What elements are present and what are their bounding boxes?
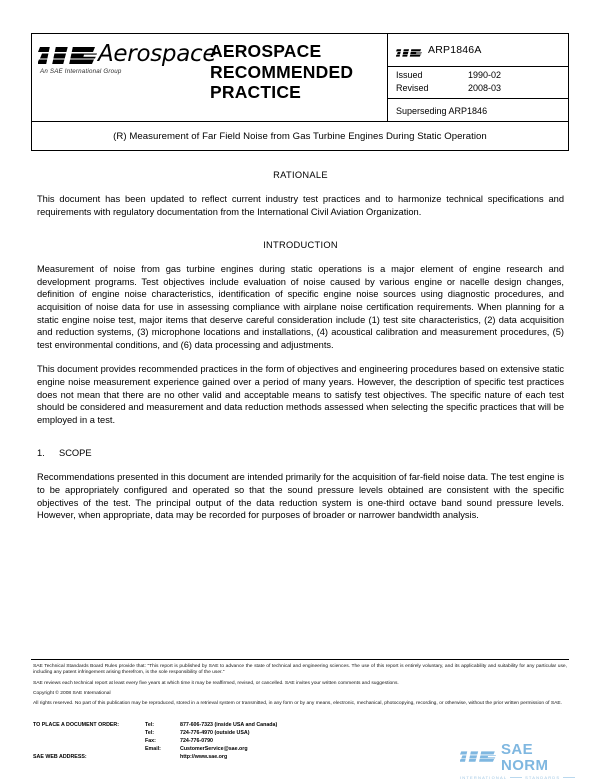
scope-heading	[37, 448, 564, 458]
document-subject-title: (R) Measurement of Far Field Noise from Gas Turbine Engines During Static Operation	[32, 121, 568, 150]
sae-logo-icon	[38, 44, 97, 65]
order-value-fax: 724-776-0790	[180, 738, 213, 744]
order-key-tel-2: Tel:	[145, 730, 155, 736]
order-row-3	[33, 737, 453, 745]
sae-norm-logo	[460, 741, 578, 780]
order-label-spacer-2	[33, 729, 145, 737]
order-value-tel-1: 877-606-7323 (inside USA and Canada)	[180, 722, 278, 728]
document-number: ARP1846A	[428, 44, 482, 56]
footer-legal-2: SAE reviews each technical report at least every five years at which time it may be reaffirmed, revised, or cancelled. SAE invites your written comments and suggestions.	[33, 680, 399, 686]
superseding-note: Superseding ARP1846	[396, 106, 488, 116]
publisher-logo-cell	[32, 34, 217, 121]
order-information	[33, 721, 453, 761]
introduction-paragraph-1: Measurement of noise from gas turbine engines during static operations is a major element of engine research and development programs. Test objectives include evaluation of noise caused by various engine or nacelle design changes, definition of engine noise characteristics, identification of specific engine noise sources using diagnostic procedures, and acquisition of noise data for use in assessing compliance with airplane noise certification requirements. When planning for a static engine noise test, major items that deserve careful consideration include (1) test site characteristics, (2) data acquisition and reduction systems, (3) microphone locations and installations, (4) acoustical calibration and measurement procedures, (5) test environmental conditions, and (6) data processing and adjustments.	[37, 264, 564, 350]
document-type-line-1: AEROSPACE	[210, 41, 322, 61]
document-identifier-cell	[387, 34, 568, 121]
spacer-2	[37, 438, 564, 448]
document-dates	[388, 67, 568, 99]
document-body	[37, 170, 564, 534]
order-row-5	[33, 753, 453, 761]
rationale-paragraph-1: This document has been updated to reflect current industry test practices and to harmonize technical specifications and requirements with regulatory documentation from the International Civil Aviation Organization.	[37, 194, 564, 217]
web-key-spacer	[145, 753, 180, 761]
order-row-4	[33, 745, 453, 753]
issued-row	[396, 69, 568, 82]
document-header-box	[31, 33, 569, 151]
order-label-spacer-4	[33, 745, 145, 753]
scope-number: 1.	[37, 448, 45, 459]
sae-logo-blue-icon	[460, 748, 496, 769]
footer-copyright: Copyright © 2008 SAE International	[33, 690, 111, 696]
web-address-label: SAE WEB ADDRESS:	[33, 754, 87, 760]
footer-divider	[31, 659, 569, 660]
order-key-tel-1: Tel:	[145, 722, 155, 728]
sae-norm-logo-row	[460, 742, 578, 774]
spacer-1	[37, 230, 564, 240]
order-value-email[interactable]: CustomerService@sae.org	[180, 746, 248, 752]
order-label: TO PLACE A DOCUMENT ORDER:	[33, 722, 120, 728]
revised-value: 2008-03	[468, 82, 502, 93]
footer-rights: All rights reserved. No part of this publication may be reproduced, stored in a retrieval system or transmitted, in any form or by any means, electronic, mechanical, photocopying, recording, or otherwise, without the prior written permission of SAE.	[33, 701, 562, 707]
sae-international-label: INTERNATIONAL	[460, 775, 508, 780]
issued-label: Issued	[396, 70, 423, 80]
issued-value: 1990-02	[468, 70, 502, 80]
introduction-heading: INTRODUCTION	[263, 240, 338, 251]
scope-title: SCOPE	[59, 448, 92, 459]
norm-rule-right	[563, 777, 575, 778]
aerospace-wordmark: Aerospace	[98, 40, 217, 67]
footer-legal-1: SAE Technical Standards Board Rules provide that: "This report is published by SAE to advance the state of technical and engineering sciences. The use of this report is entirely voluntary, and its applicability and suitability for any particular use, including any patent infringement arising therefrom, is the sole responsibility of the user."	[33, 664, 567, 676]
order-row-1	[33, 721, 453, 729]
norm-rule-left	[510, 777, 522, 778]
publisher-tagline: An SAE International Group	[40, 68, 122, 75]
footer-legal	[33, 664, 567, 711]
document-type-line-2: RECOMMENDED	[210, 61, 354, 82]
document-number-row	[388, 34, 568, 67]
document-type-cell	[210, 34, 387, 121]
order-row-2	[33, 729, 453, 737]
sae-norm-standards-label: STANDARDS	[525, 775, 561, 780]
introduction-paragraph-2: This document provides recommended practices in the form of objectives and engineering procedures based on extensive static engine noise measurement experience gained over a period of many years. However, the description of specific test practices does not mean that there are no other valid and acceptable means to satisfy test objectives. The specific nature of each test should be considered and measurement and data reduction methods assessed when selecting the specific practices that will be employed in a test.	[37, 364, 564, 425]
order-key-fax: Fax:	[145, 738, 156, 744]
order-key-email: Email:	[145, 746, 161, 752]
revised-row	[396, 82, 568, 95]
document-type-line-3: PRACTICE	[210, 82, 302, 102]
order-label-spacer-3	[33, 737, 145, 745]
web-address-value[interactable]: http://www.sae.org	[180, 754, 228, 760]
rationale-heading: RATIONALE	[273, 170, 328, 180]
revised-label: Revised	[396, 82, 429, 93]
sae-norm-wordmark: SAE NORM	[501, 741, 549, 774]
scope-paragraph-1: Recommendations presented in this document are intended primarily for the acquisition of far-field noise data. The test engine is to be appropriately configured and operated so that the sound pressure levels obtained are consistent with the specific objectives of the test. The principal output of the data reduction system is one-third octave band sound pressure levels. However, when appropriate, data may be recorded for purposes of broader or narrower bandwidth analysis.	[37, 472, 564, 521]
sae-aerospace-logo	[38, 40, 217, 67]
order-value-tel-2: 724-776-4970 (outside USA)	[180, 730, 250, 736]
sae-logo-small-icon	[396, 45, 422, 56]
header-top-row	[32, 34, 568, 121]
